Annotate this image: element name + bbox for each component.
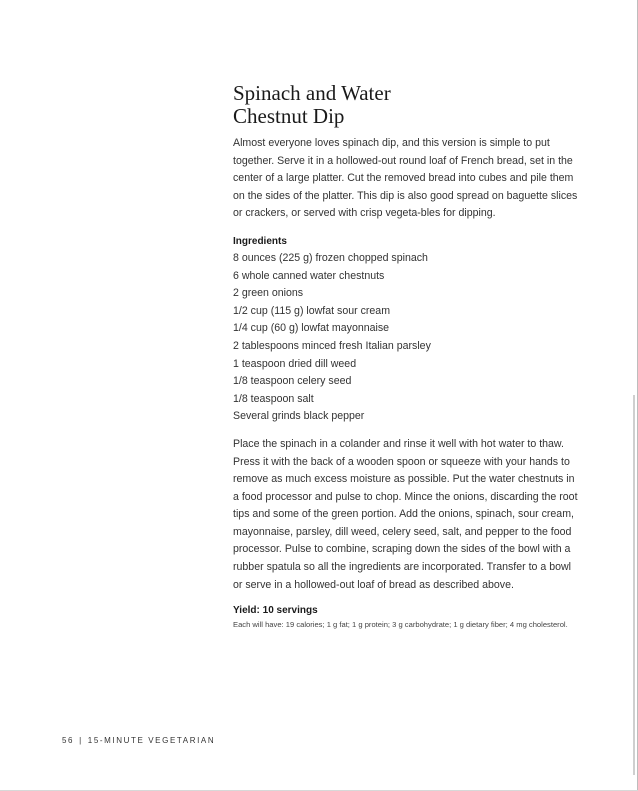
ingredient-item: 6 whole canned water chestnuts (233, 269, 385, 282)
page-footer (62, 736, 215, 745)
ingredient-item: 8 ounces (225 g) frozen chopped spinach (233, 251, 428, 264)
ingredient-item: 1/8 teaspoon salt (233, 392, 314, 405)
ingredient-item: 2 tablespoons minced fresh Italian parsley (233, 339, 431, 352)
recipe-yield: Yield: 10 servings (233, 605, 318, 617)
ingredient-item: 1/4 cup (60 g) lowfat mayonnaise (233, 322, 390, 335)
book-title: 15-MINUTE VEGETARIAN (87, 736, 216, 745)
recipe-title-line-2: Chestnut Dip (233, 104, 345, 128)
recipe-title (233, 82, 578, 128)
recipe-title-line-1: Spinach and Water (233, 81, 391, 105)
ingredient-item: 2 green onions (233, 287, 304, 300)
ingredient-item: Several grinds black pepper (233, 410, 365, 423)
page-number: 56 (62, 736, 75, 745)
nutrition-info: Each will have: 19 calories; 1 g fat; 1 g protein; 3 g carbohydrate; 1 g dietary fiber; 4 mg cholesterol. (233, 620, 568, 630)
recipe-intro: Almost everyone loves spinach dip, and this version is simple to put together. Serve it in a hollowed-out round loaf of French bread, set in the center of a large platter. Cut the removed bread into cubes and pile them on the sides of the platter. This dip is also good spread on baguette slices or crackers, or served with crisp vegeta-bles for dipping. (233, 137, 578, 220)
ingredients-list (233, 250, 578, 426)
ingredient-item: 1/8 teaspoon celery seed (233, 375, 352, 388)
page-shadow-line (633, 395, 635, 775)
recipe-method: Place the spinach in a colander and rinse it well with hot water to thaw. Press it with the back of a wooden spoon or squeeze with your hands to remove as much excess moisture as possible. Put the water chestnuts in a food processor and pulse to chop. Mince the onions, discarding the root tips and some of the green portion. Add the onions, spinach, sour cream, mayonnaise, parsley, dill weed, celery seed, salt, and pepper to the food processor. Pulse to combine, scraping down the sides of the bowl with a rubber spatula so all the ingredients are incorporated. Transfer to a bowl or serve in a hollowed-out loaf of bread as described above. (233, 437, 578, 591)
recipe-content (233, 82, 578, 631)
ingredient-item: 1/2 cup (115 g) lowfat sour cream (233, 304, 391, 317)
ingredient-item: 1 teaspoon dried dill weed (233, 357, 357, 370)
footer-separator: | (79, 736, 83, 745)
ingredients-heading: Ingredients (233, 235, 287, 247)
